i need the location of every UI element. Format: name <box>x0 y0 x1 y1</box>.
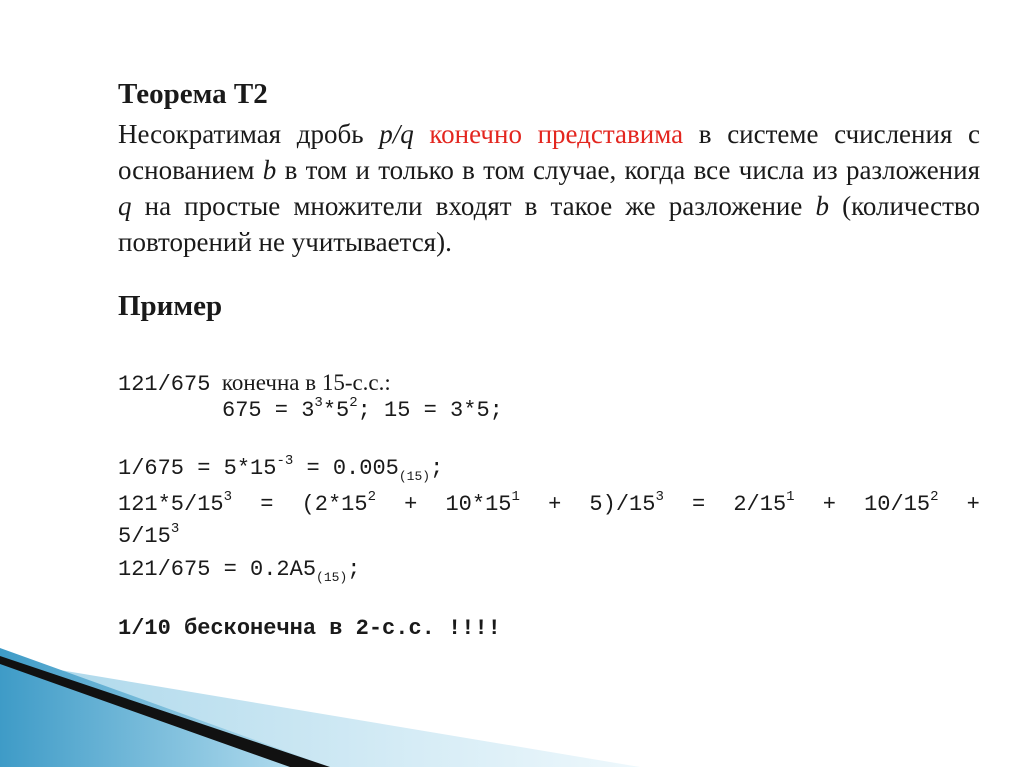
example-line-6 <box>118 557 361 585</box>
formula-part: = 0.005 <box>293 456 399 481</box>
variable-b: b <box>815 191 829 221</box>
example-line-7: 1/10 бесконечна в 2-с.с. !!!! <box>118 616 501 641</box>
example-line-1 <box>118 370 391 397</box>
formula-token: $2/15^1$ <box>733 489 795 517</box>
formula-token: + <box>822 492 836 517</box>
formula-token: + <box>966 492 980 517</box>
formula-token: ($2*15^2$ <box>301 489 376 517</box>
formula-part: ; <box>347 557 361 582</box>
formula-part: ; <box>430 456 444 481</box>
formula-part: ; 15 = 3*5; <box>357 398 503 423</box>
theorem-text-part: в системе счисления с основанием <box>118 119 981 185</box>
formula-token: + <box>548 492 562 517</box>
theorem-text-part: в том и только в том случае, когда все числа из разложения <box>276 155 981 185</box>
exponent: 2 <box>349 395 358 411</box>
base-subscript: (15) <box>316 570 348 585</box>
exponent: 3 <box>314 395 323 411</box>
formula-part: *5 <box>322 398 350 423</box>
formula-token: $5)/15^3$ <box>589 489 664 517</box>
formula-token: = <box>260 492 274 517</box>
highlighted-phrase: конечно представима <box>429 119 684 149</box>
example-title: Пример <box>118 290 223 322</box>
variable-b: b <box>262 155 277 185</box>
variable-q: q <box>118 191 132 221</box>
formula-token: $10/15^2$ <box>864 489 939 517</box>
formula-part: 5/15 <box>118 524 171 549</box>
example-line-3 <box>118 453 444 484</box>
formula-token: = <box>692 492 706 517</box>
theorem-text-part: Несократимая дробь <box>118 119 380 149</box>
exponent: -3 <box>276 453 294 469</box>
theorem-statement <box>118 116 980 260</box>
example-line-1-text: конечна в 15-с.с.: <box>210 370 391 395</box>
formula-part: 675 = 3 <box>222 398 315 423</box>
theorem-text-part: на простые множители входят в такое же разложение <box>131 191 816 221</box>
formula-token: $121*5/15^3$ <box>118 489 233 517</box>
theorem-title: Теорема Т2 <box>118 78 268 110</box>
example-line-2 <box>222 395 503 423</box>
formula-part: 1/675 = 5*15 <box>118 456 277 481</box>
exponent: 3 <box>170 521 180 537</box>
example-line-4 <box>118 489 980 517</box>
theorem-text-part <box>414 119 430 149</box>
example-line-5 <box>118 521 180 549</box>
formula-part: 121/675 = 0.2A5 <box>118 557 317 582</box>
theorem-text-part: (количество повторений не учитывается). <box>118 191 980 257</box>
fraction-121-675: 121/675 <box>118 372 211 397</box>
formula-token: + <box>404 492 418 517</box>
base-subscript: (15) <box>398 469 431 484</box>
formula-token: $10*15^1$ <box>445 489 520 517</box>
variable-pq: p/q <box>379 119 414 149</box>
